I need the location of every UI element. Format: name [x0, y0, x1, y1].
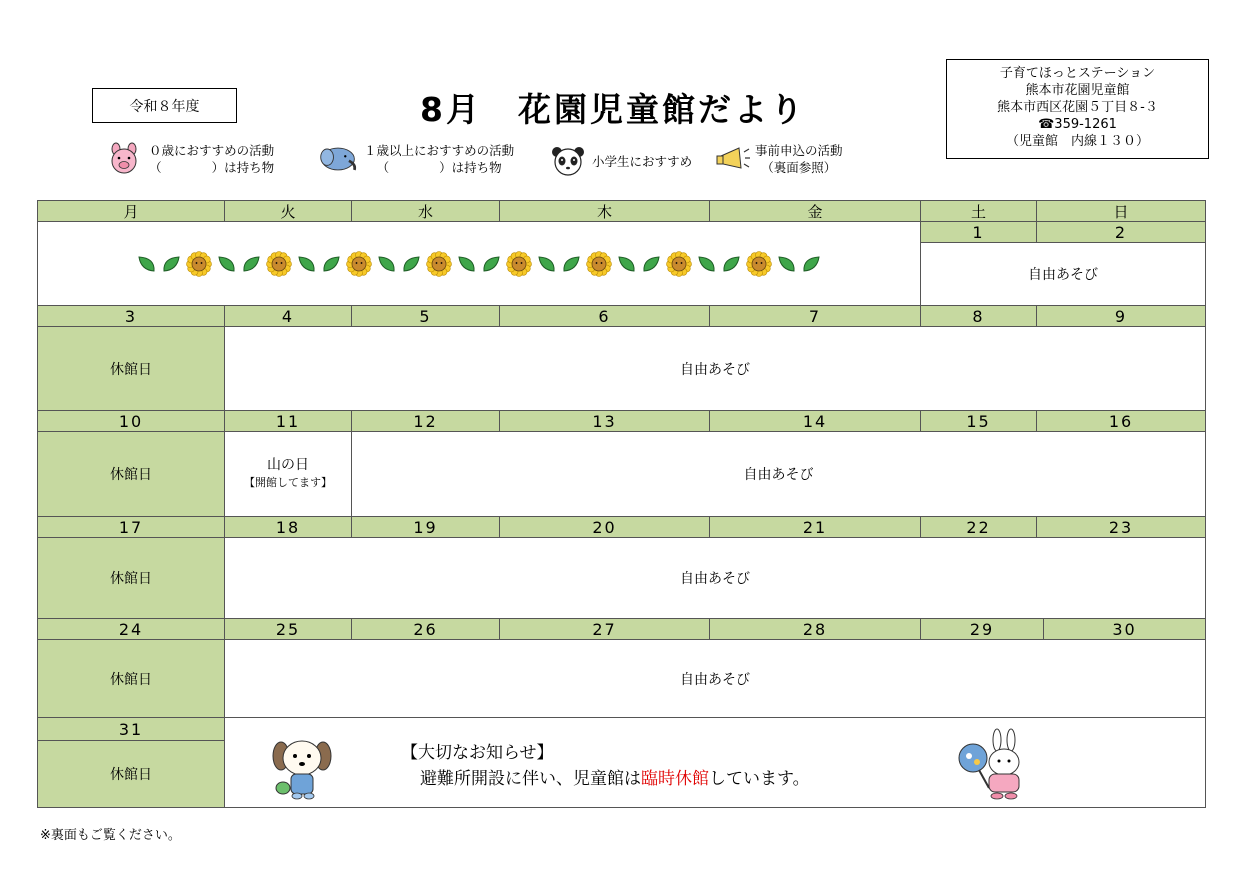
megaphone-icon: [713, 142, 753, 176]
sunflower-garland: [37, 221, 921, 306]
date-cell: 20: [499, 516, 710, 538]
closed-day-cell: 休館日: [37, 639, 225, 718]
weekday-header: 月: [37, 200, 225, 222]
date-cell: 30: [1043, 618, 1206, 640]
contact-line: （児童館 内線１３０）: [1005, 134, 1149, 149]
leaf-icon: [321, 254, 341, 274]
sunflower-icon: [585, 250, 613, 278]
date-cell: 17: [37, 516, 225, 538]
weekday-header: 火: [224, 200, 352, 222]
date-cell: 9: [1036, 305, 1206, 327]
panda-icon: [548, 144, 588, 178]
notice-body: 避難所開設に伴い、児童館は臨時休館しています。: [420, 769, 810, 789]
date-cell: 23: [1036, 516, 1206, 538]
leaf-icon: [801, 254, 821, 274]
date-cell: 31: [37, 717, 225, 741]
date-cell: 19: [351, 516, 500, 538]
contact-line: 熊本市西区花園５丁目８-３: [997, 100, 1158, 115]
notice-panel: [224, 717, 1206, 808]
date-cell: 18: [224, 516, 352, 538]
sunflower-icon: [185, 250, 213, 278]
holiday-note: 【開館してます】: [244, 476, 332, 489]
date-cell: 29: [920, 618, 1044, 640]
leaf-icon: [617, 254, 637, 274]
sunflower-icon: [505, 250, 533, 278]
leaf-icon: [777, 254, 797, 274]
sunflower-icon: [345, 250, 373, 278]
date-cell: 25: [224, 618, 352, 640]
activity-cell: 自由あそび: [224, 639, 1206, 718]
date-cell: 26: [351, 618, 500, 640]
activity-cell: 自由あそび: [351, 431, 1206, 517]
date-cell: 22: [920, 516, 1037, 538]
date-cell: 14: [709, 410, 921, 432]
leaf-icon: [641, 254, 661, 274]
date-cell: 7: [709, 305, 921, 327]
sunflower-icon: [265, 250, 293, 278]
legend-reserve: 事前申込の活動 （裏面参照）: [713, 142, 843, 176]
calendar: [37, 200, 1206, 808]
rabbit-illustration: [953, 728, 1033, 810]
contact-line: 子育てほっとステーション: [999, 66, 1156, 81]
notice-highlight: 臨時休館: [641, 769, 709, 789]
date-cell: 15: [920, 410, 1037, 432]
leaf-icon: [721, 254, 741, 274]
closed-day-cell: 休館日: [37, 431, 225, 517]
date-cell: 24: [37, 618, 225, 640]
leaf-icon: [457, 254, 477, 274]
date-cell: 3: [37, 305, 225, 327]
date-cell: 10: [37, 410, 225, 432]
leaf-icon: [697, 254, 717, 274]
holiday-cell: [224, 431, 352, 517]
footnote: ※裏面もご覧ください。: [40, 828, 181, 843]
weekday-header: 土: [920, 200, 1037, 222]
leaf-icon: [241, 254, 261, 274]
leaf-icon: [297, 254, 317, 274]
date-cell: 27: [499, 618, 710, 640]
contact-phone: ☎359-1261: [1038, 117, 1117, 132]
contact-line: 熊本市花園児童館: [1025, 83, 1130, 98]
weekday-header: 金: [709, 200, 921, 222]
date-cell: 6: [499, 305, 710, 327]
leaf-icon: [537, 254, 557, 274]
weekday-header: 水: [351, 200, 500, 222]
leaf-icon: [137, 254, 157, 274]
leaf-icon: [481, 254, 501, 274]
contact-box: [946, 59, 1209, 159]
fiscal-year-label: 令和８年度: [92, 88, 237, 123]
legend-toddler: １歳以上におすすめの活動 （ ）は持ち物: [318, 142, 514, 176]
date-cell: 28: [709, 618, 921, 640]
date-cell: 16: [1036, 410, 1206, 432]
closed-day-cell: 休館日: [37, 326, 225, 411]
leaf-icon: [161, 254, 181, 274]
date-cell: 12: [351, 410, 500, 432]
activity-cell: 自由あそび: [920, 242, 1206, 306]
leaf-icon: [561, 254, 581, 274]
weekday-header: 木: [499, 200, 710, 222]
legend-school: 小学生におすすめ: [548, 144, 692, 178]
closed-day-cell: 休館日: [37, 740, 225, 808]
puppy-illustration: [269, 736, 335, 804]
date-cell: 2: [1036, 221, 1206, 243]
leaf-icon: [377, 254, 397, 274]
notice-title: 【大切なお知らせ】: [401, 743, 554, 763]
activity-cell: 自由あそび: [224, 537, 1206, 619]
weekday-header: 日: [1036, 200, 1206, 222]
date-cell: 11: [224, 410, 352, 432]
activity-cell: 自由あそび: [224, 326, 1206, 411]
date-cell: 21: [709, 516, 921, 538]
elephant-icon: [318, 142, 358, 176]
date-cell: 1: [920, 221, 1037, 243]
pig-icon: [105, 142, 145, 176]
sunflower-icon: [425, 250, 453, 278]
legend-infant: ０歳におすすめの活動 （ ）は持ち物: [105, 142, 274, 176]
date-cell: 5: [351, 305, 500, 327]
leaf-icon: [401, 254, 421, 274]
date-cell: 8: [920, 305, 1037, 327]
sunflower-icon: [745, 250, 773, 278]
holiday-name: 山の日: [267, 457, 309, 473]
date-cell: 13: [499, 410, 710, 432]
closed-day-cell: 休館日: [37, 537, 225, 619]
sunflower-icon: [665, 250, 693, 278]
date-cell: 4: [224, 305, 352, 327]
leaf-icon: [217, 254, 237, 274]
page-title: 8月 花園児童館だより: [420, 90, 806, 129]
